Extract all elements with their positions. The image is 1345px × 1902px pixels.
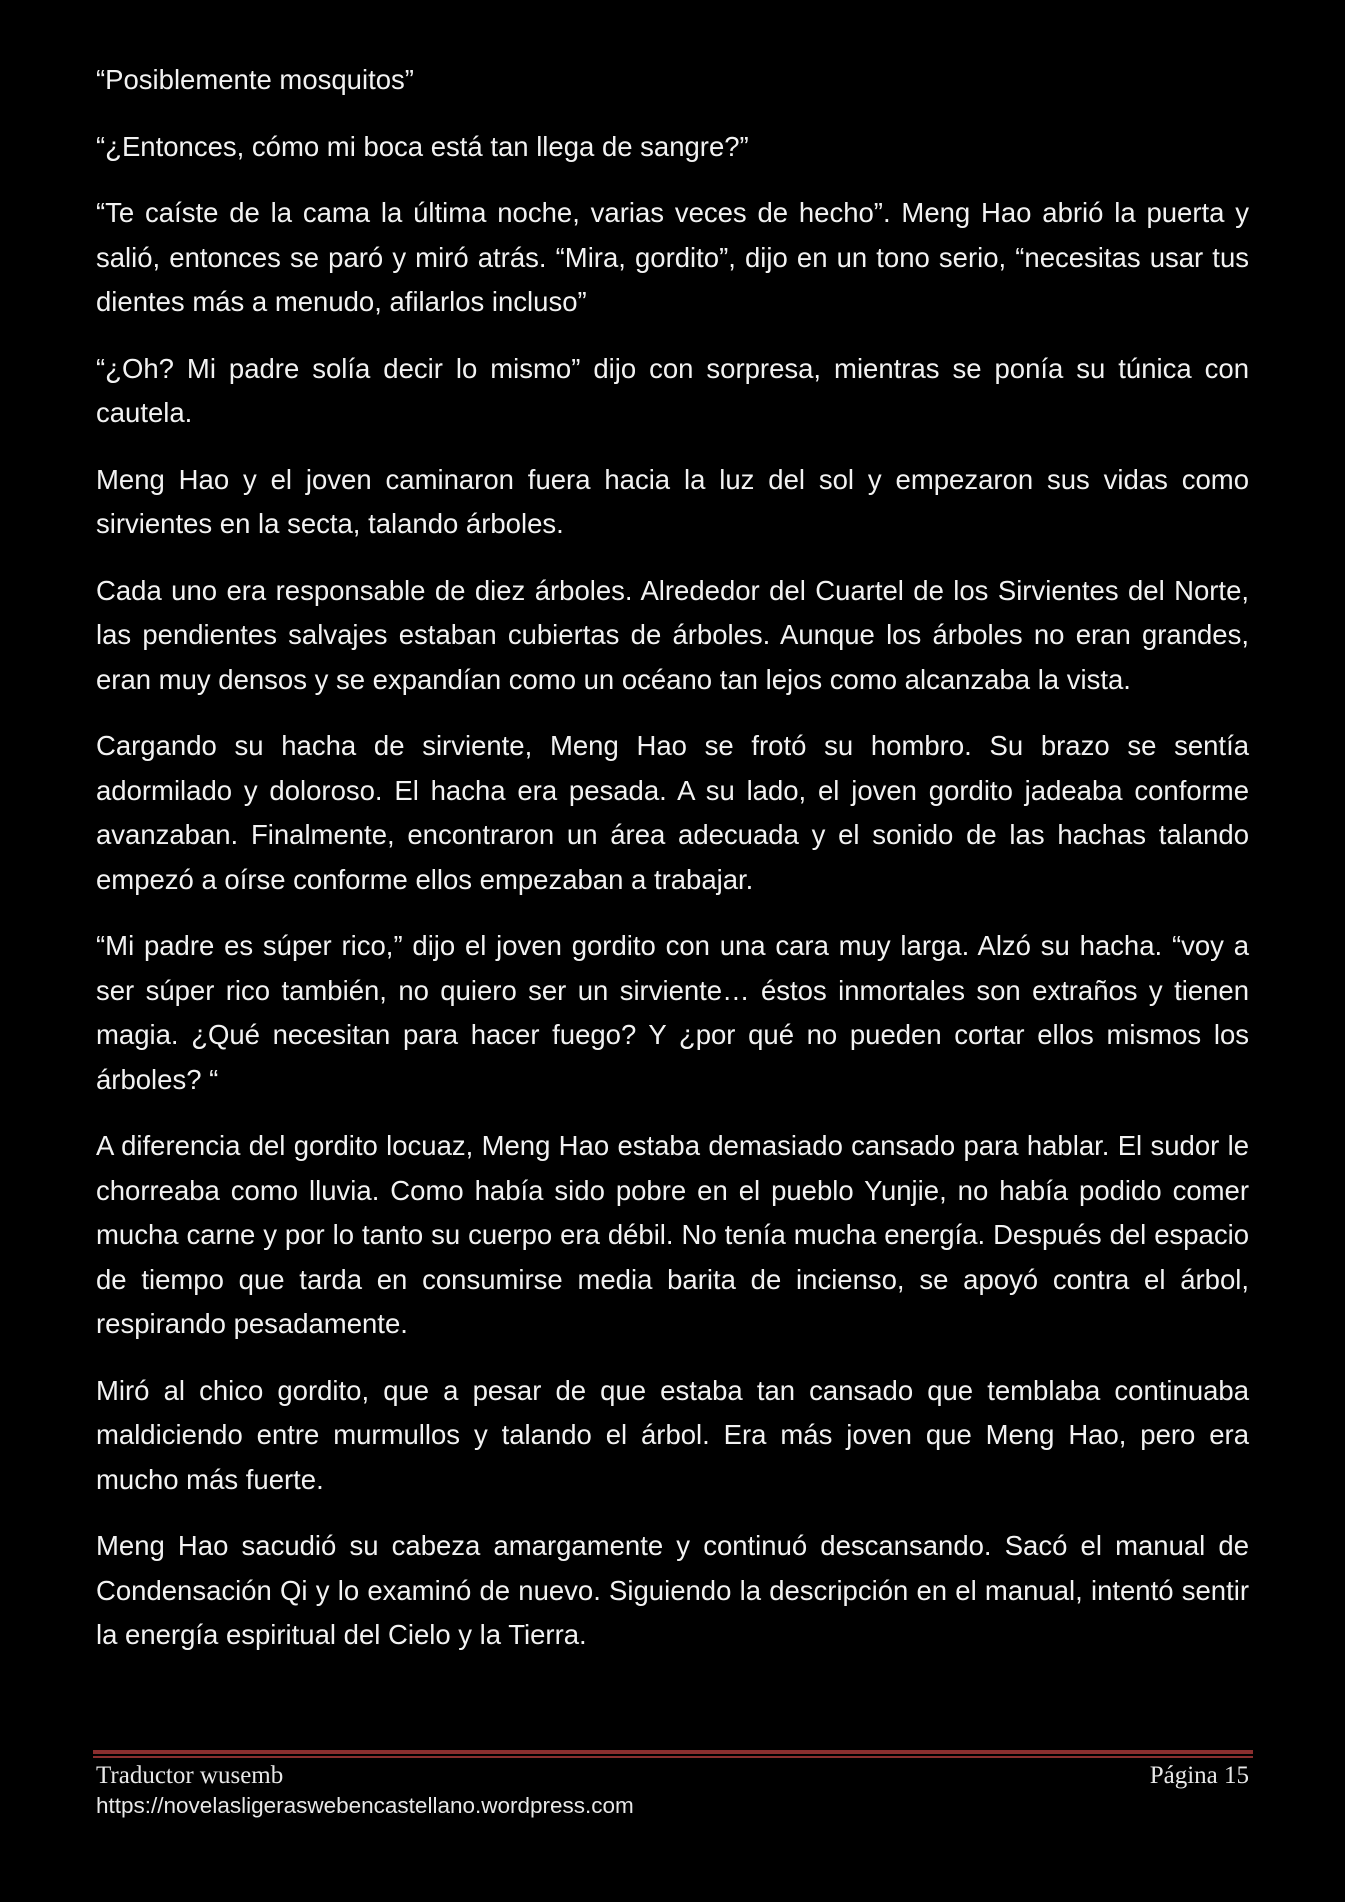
paragraph: Meng Hao sacudió su cabeza amargamente y continuó descansando. Sacó el manual de Condensación Qi y lo examinó de nuevo. Siguiendo la descripción en el manual, intentó sentir la energía espiritual del Cielo y la Tierra. — [96, 1530, 1249, 1650]
paragraph: Cada uno era responsable de diez árboles. Alrededor del Cuartel de los Sirvientes del Norte, las pendientes salvajes estaban cubiertas de árboles. Aunque los árboles no eran grandes, eran muy densos y se expandían como un océano tan lejos como alcanzaba la vista. — [96, 574, 1249, 695]
paragraph: “Mi padre es súper rico,” dijo el joven gordito con una cara muy larga. Alzó su hacha. “voy a ser súper rico también, no quiero ser un sirviente… éstos inmortales son extraños y tienen magia. ¿Qué necesitan para hacer fuego? Y ¿por qué no pueden cortar ellos mismos los árboles? “ — [96, 930, 1249, 1095]
paragraph: Miró al chico gordito, que a pesar de que estaba tan cansado que temblaba continuaba maldiciendo entre murmullos y talando el árbol. Era más joven que Meng Hao, pero era mucho más fuerte. — [96, 1374, 1249, 1495]
paragraph: A diferencia del gordito locuaz, Meng Hao estaba demasiado cansado para hablar. El sudor le chorreaba como lluvia. Como había sido pobre en el pueblo Yunjie, no había podido comer mucha carne y por lo tanto su cuerpo era débil. No tenía mucha energía. Después del espacio de tiempo que tarda en consumirse media barita de incienso, se apoyó contra el árbol, respirando pesadamente. — [96, 1130, 1249, 1339]
paragraph: “¿Entonces, cómo mi boca está tan llega de sangre?” — [96, 130, 749, 162]
footer-divider-thin — [93, 1756, 1253, 1758]
paragraph: Meng Hao y el joven caminaron fuera hacia la luz del sol y empezaron sus vidas como sirvientes en la secta, talando árboles. — [96, 463, 1249, 539]
footer-translator: Traductor wusemb — [96, 1762, 284, 1789]
paragraph: “Te caíste de la cama la última noche, varias veces de hecho”. Meng Hao abrió la puerta y salió, entonces se paró y miró atrás. “Mira, gordito”, dijo en un tono serio, “necesitas usar tus dientes más a menudo, afilarlos incluso” — [96, 197, 1249, 317]
footer-divider — [93, 1750, 1253, 1754]
paragraph: “¿Oh? Mi padre solía decir lo mismo” dijo con sorpresa, mientras se ponía su túnica con cautela. — [96, 352, 1249, 428]
document-body — [96, 58, 1249, 1680]
paragraph: “Posiblemente mosquitos” — [96, 64, 414, 95]
footer-url-link[interactable]: https://novelasligeraswebencastellano.wordpress.com — [96, 1793, 634, 1818]
paragraph: Cargando su hacha de sirviente, Meng Hao se frotó su hombro. Su brazo se sentía adormilado y doloroso. El hacha era pesada. A su lado, el joven gordito jadeaba conforme avanzaban. Finalmente, encontraron un área adecuada y el sonido de las hachas talando empezó a oírse conforme ellos empezaban a trabajar. — [96, 730, 1249, 895]
footer-page-number: Página 15 — [1149, 1762, 1249, 1789]
